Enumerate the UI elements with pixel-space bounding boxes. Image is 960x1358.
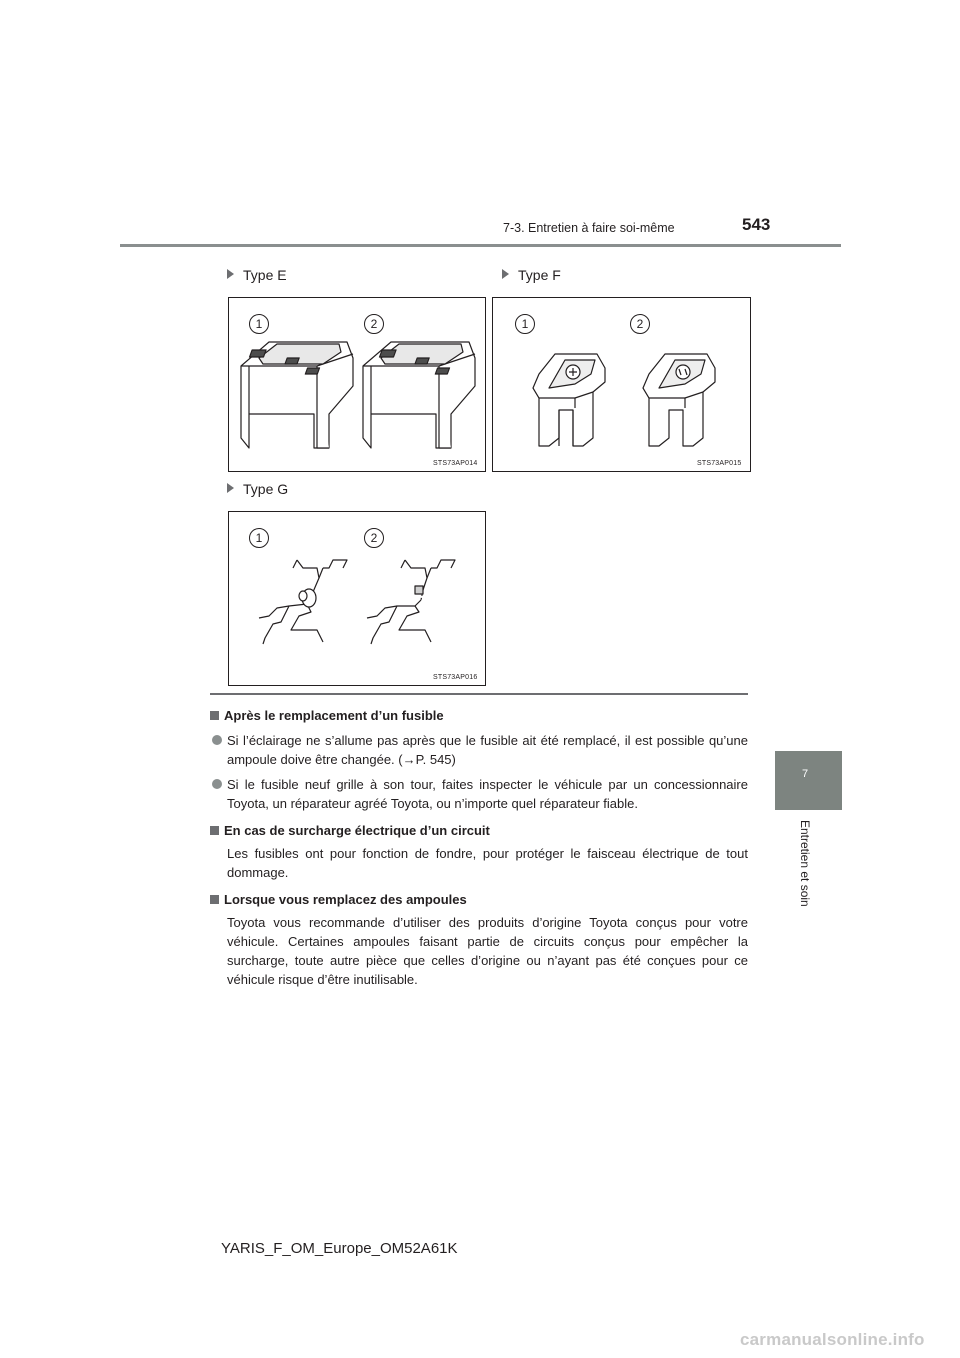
- callout-2: 2: [364, 314, 384, 334]
- circle-bullet-icon: [212, 735, 222, 745]
- header-section-title: 7-3. Entretien à faire soi-même: [503, 221, 675, 235]
- callout-2: 2: [364, 528, 384, 548]
- circle-bullet-icon: [212, 779, 222, 789]
- figure-code: STS73AP014: [433, 460, 478, 467]
- section-heading: [210, 890, 748, 909]
- figure-code: STS73AP016: [433, 674, 478, 681]
- chapter-tab: [775, 751, 842, 810]
- page-number: 543: [742, 215, 771, 234]
- type-f-label-text: Type F: [518, 267, 561, 283]
- callout-1: 1: [249, 314, 269, 334]
- type-g-label-text: Type G: [243, 481, 289, 497]
- chapter-number: 7: [802, 768, 809, 780]
- square-bullet-icon: [210, 826, 219, 835]
- chapter-title-text: Entretien et soin: [798, 820, 812, 907]
- body-text: [210, 704, 748, 989]
- callout-1: 1: [515, 314, 535, 334]
- figure-code: STS73AP015: [697, 460, 742, 467]
- type-g-label: [227, 481, 288, 497]
- bullet-text: Si l’éclairage ne s’allume pas après que le fusible ait été remplacé, il est possible qu’une ampoule doive être changée. (→P. 545): [227, 733, 748, 767]
- chapter-title: [798, 820, 818, 940]
- type-e-label-text: Type E: [243, 267, 287, 283]
- section-heading: [210, 821, 748, 840]
- bullet-item: [210, 775, 748, 813]
- square-bullet-icon: [210, 895, 219, 904]
- arrow-icon: [502, 269, 509, 279]
- type-e-label: [227, 267, 287, 283]
- section-rule: [210, 693, 748, 695]
- arrow-icon: [227, 483, 234, 493]
- footer-document-id: YARIS_F_OM_Europe_OM52A61K: [221, 1240, 458, 1257]
- type-f-label: [502, 267, 561, 283]
- section-heading-text: Après le remplacement d’un fusible: [224, 708, 444, 723]
- arrow-icon: [227, 269, 234, 279]
- watermark: carmanualsonline.info: [740, 1330, 925, 1349]
- header-rule: [120, 244, 841, 247]
- callout-2: 2: [630, 314, 650, 334]
- bullet-item: [210, 731, 748, 769]
- callout-1: 1: [249, 528, 269, 548]
- bullet-text: Si le fusible neuf grille à son tour, faites inspecter le véhicule par un concessionnaire Toyota, un réparateur agréé Toyota, ou n’importe quel réparateur fiable.: [227, 777, 748, 811]
- section-heading-text: Lorsque vous remplacez des ampoules: [224, 892, 467, 907]
- section-heading: [210, 706, 748, 725]
- section-heading-text: En cas de surcharge électrique d’un circuit: [224, 823, 490, 838]
- paragraph: Toyota vous recommande d’utiliser des produits d’origine Toyota conçus pour votre véhicule. Certaines ampoules faisant partie de circuits conçus pour empêcher la surcharge, toute autre pièce que celles d’origine ou n’ayant pas été conçues pour ce véhicule risque d’être inutilisable.: [227, 915, 748, 987]
- square-bullet-icon: [210, 711, 219, 720]
- paragraph: Les fusibles ont pour fonction de fondre, pour protéger le faisceau électrique de tout dommage.: [227, 846, 748, 880]
